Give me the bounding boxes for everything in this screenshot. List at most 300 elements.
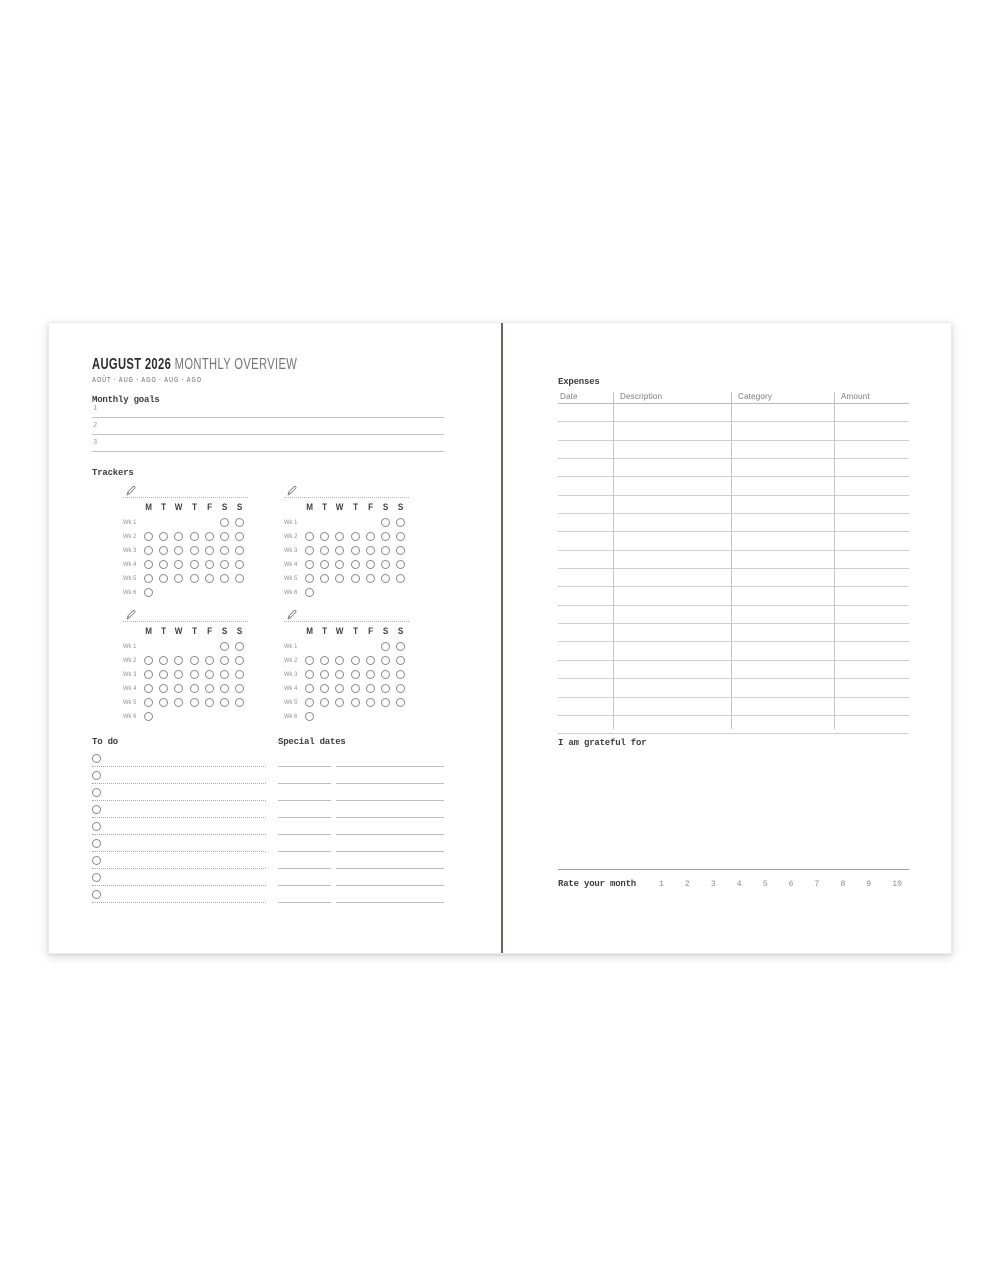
week-number-label: Wk 2	[123, 532, 137, 540]
tracker-day-circle	[144, 560, 153, 569]
tracker-day-cell	[302, 712, 317, 721]
tracker-day-cell	[302, 560, 317, 569]
weekday-label: T	[161, 502, 167, 512]
tracker-day-circle	[335, 698, 344, 707]
tracker-day-cell	[171, 532, 186, 541]
week-number-label: Wk 6	[123, 588, 137, 596]
monthly-goal-row	[92, 435, 444, 452]
tracker-day-circle	[305, 574, 314, 583]
tracker-day-circle	[351, 656, 360, 665]
monthly-goals-list	[92, 401, 444, 452]
week-number-label: Wk 1	[284, 642, 298, 650]
tracker-day-circle	[351, 532, 360, 541]
week-number-label: Wk 2	[284, 532, 298, 540]
todo-row	[92, 750, 266, 767]
todo-row	[92, 801, 266, 818]
tracker-day-cell	[171, 574, 186, 583]
tracker-day-cell	[202, 670, 217, 679]
weekday-label: T	[191, 626, 197, 636]
tracker-day-circle	[220, 518, 229, 527]
weekday-label: M	[306, 502, 313, 512]
tracker-day-cell	[332, 574, 347, 583]
todo-checkbox-circle	[92, 788, 101, 797]
weekday-label: T	[322, 502, 328, 512]
tracker-day-circle	[396, 546, 405, 555]
weekday-header-row	[123, 502, 248, 515]
tracker-day-cell	[302, 670, 317, 679]
tracker-week-row	[284, 543, 409, 557]
tracker-day-cell	[378, 670, 393, 679]
weekday-label: S	[398, 502, 404, 512]
tracker-day-circle	[320, 574, 329, 583]
expenses-column-divider	[613, 392, 614, 729]
tracker-day-cell	[187, 546, 202, 555]
week-number-label: Wk 5	[123, 574, 137, 582]
expenses-row	[558, 477, 909, 495]
tracker-day-circle	[335, 560, 344, 569]
tracker-day-cell	[378, 532, 393, 541]
tracker-day-circle	[396, 532, 405, 541]
tracker-week-row	[284, 709, 409, 723]
special-date-event-line	[336, 835, 444, 852]
expenses-row	[558, 716, 909, 734]
tracker-day-cell	[332, 560, 347, 569]
tracker-day-circle	[366, 656, 375, 665]
tracker-day-circle	[320, 656, 329, 665]
tracker-day-circle	[305, 546, 314, 555]
tracker-day-circle	[235, 532, 244, 541]
tracker-day-circle	[144, 588, 153, 597]
rate-heading: Rate your month	[558, 879, 637, 889]
tracker-day-circle	[205, 546, 214, 555]
tracker-day-circle	[144, 684, 153, 693]
tracker-day-circle	[235, 574, 244, 583]
weekday-label: W	[336, 502, 344, 512]
month-year-title: AUGUST 2026	[92, 356, 172, 373]
rate-number: 2	[684, 880, 690, 889]
tracker-week-row	[284, 557, 409, 571]
todo-row	[92, 886, 266, 903]
tracker-day-circle	[190, 560, 199, 569]
tracker-day-circle	[159, 560, 168, 569]
tracker-day-cell	[393, 684, 408, 693]
tracker-day-circle	[174, 684, 183, 693]
tracker-day-cell	[202, 684, 217, 693]
tracker-day-circle	[351, 698, 360, 707]
tracker-day-cell	[217, 532, 232, 541]
tracker-day-circle	[381, 560, 390, 569]
todo-row	[92, 835, 266, 852]
tracker-day-cell	[232, 670, 247, 679]
tracker-day-cell	[393, 518, 408, 527]
tracker-day-cell	[171, 698, 186, 707]
tracker-day-circle	[366, 684, 375, 693]
expenses-row	[558, 422, 909, 440]
tracker-day-circle	[144, 712, 153, 721]
tracker-day-circle	[220, 642, 229, 651]
tracker-day-cell	[232, 656, 247, 665]
tracker-day-circle	[220, 670, 229, 679]
tracker-day-cell	[317, 532, 332, 541]
tracker-day-cell	[156, 560, 171, 569]
tracker-name-line	[123, 608, 248, 622]
todo-checkbox-circle	[92, 839, 101, 848]
tracker-day-cell	[232, 574, 247, 583]
expenses-row	[558, 642, 909, 660]
tracker-day-cell	[378, 546, 393, 555]
special-date-date-line	[278, 784, 331, 801]
rate-number: 10	[892, 880, 902, 889]
tracker-day-cell	[171, 560, 186, 569]
tracker-day-circle	[205, 656, 214, 665]
tracker-day-circle	[366, 560, 375, 569]
tracker-day-cell	[363, 670, 378, 679]
special-date-event-line	[336, 784, 444, 801]
special-date-row	[278, 750, 444, 767]
tracker-day-cell	[317, 670, 332, 679]
tracker-week-row	[284, 585, 409, 599]
todo-row	[92, 767, 266, 784]
tracker-day-cell	[348, 698, 363, 707]
tracker-day-cell	[302, 574, 317, 583]
special-date-date-line	[278, 750, 331, 767]
weekday-label: F	[206, 626, 212, 636]
tracker-day-cell	[202, 560, 217, 569]
tracker-day-circle	[396, 560, 405, 569]
tracker-week-row	[123, 681, 248, 695]
expenses-row	[558, 551, 909, 569]
tracker-day-circle	[144, 656, 153, 665]
tracker-day-circle	[381, 546, 390, 555]
weekday-label: S	[221, 502, 228, 512]
tracker-day-circle	[351, 684, 360, 693]
tracker-day-cell	[332, 546, 347, 555]
tracker-day-cell	[332, 656, 347, 665]
weekday-header-row	[284, 502, 409, 515]
tracker-week-row	[123, 571, 248, 585]
goal-number: 1	[93, 405, 98, 413]
tracker-day-circle	[159, 670, 168, 679]
todo-checkbox-circle	[92, 754, 101, 763]
expenses-column-header: Description	[620, 392, 663, 401]
tracker-day-circle	[381, 656, 390, 665]
weekday-label: F	[206, 502, 212, 512]
tracker-day-cell	[232, 560, 247, 569]
tracker-day-circle	[174, 546, 183, 555]
tracker-day-cell	[141, 546, 156, 555]
tracker-day-cell	[217, 574, 232, 583]
weekday-label: W	[175, 626, 183, 636]
tracker-week-row	[284, 515, 409, 529]
tracker-week-row	[123, 515, 248, 529]
weekday-label: T	[352, 626, 358, 636]
tracker-day-cell	[378, 698, 393, 707]
week-number-label: Wk 4	[284, 560, 298, 568]
tracker-day-circle	[235, 518, 244, 527]
special-date-event-line	[336, 869, 444, 886]
week-number-label: Wk 5	[284, 698, 298, 706]
tracker-day-circle	[190, 684, 199, 693]
tracker-day-circle	[144, 670, 153, 679]
expenses-table	[558, 392, 909, 729]
tracker-day-cell	[141, 532, 156, 541]
weekday-label: T	[322, 626, 328, 636]
tracker-day-circle	[381, 518, 390, 527]
tracker-day-circle	[381, 684, 390, 693]
week-number-label: Wk 3	[123, 546, 137, 554]
tracker-day-circle	[159, 698, 168, 707]
weekday-header-row	[284, 626, 409, 639]
week-number-label: Wk 4	[123, 684, 137, 692]
tracker-day-cell	[363, 698, 378, 707]
special-date-date-line	[278, 869, 331, 886]
tracker-day-circle	[220, 684, 229, 693]
todo-heading: To do	[92, 737, 119, 747]
tracker-day-cell	[363, 656, 378, 665]
week-number-label: Wk 2	[284, 656, 298, 664]
tracker-day-circle	[174, 656, 183, 665]
tracker-day-circle	[144, 698, 153, 707]
tracker-day-cell	[363, 532, 378, 541]
month-translations-subtitle: AOÛT · AUG · AGO · AUG · AGO	[92, 377, 202, 384]
tracker-day-circle	[159, 574, 168, 583]
rate-number: 9	[866, 880, 872, 889]
special-date-event-line	[336, 818, 444, 835]
tracker-day-circle	[381, 574, 390, 583]
tracker-day-circle	[190, 656, 199, 665]
rate-number: 8	[840, 880, 846, 889]
week-number-label: Wk 1	[123, 642, 137, 650]
tracker-day-circle	[320, 684, 329, 693]
tracker-day-cell	[393, 560, 408, 569]
tracker-day-cell	[187, 574, 202, 583]
tracker-day-circle	[335, 532, 344, 541]
tracker-name-line	[284, 484, 409, 498]
special-date-event-line	[336, 852, 444, 869]
tracker-day-cell	[156, 684, 171, 693]
rate-scale	[659, 880, 902, 889]
expenses-row	[558, 587, 909, 605]
tracker-day-cell	[141, 588, 156, 597]
tracker-week-row	[123, 585, 248, 599]
tracker-day-circle	[205, 532, 214, 541]
special-date-date-line	[278, 835, 331, 852]
tracker-day-circle	[396, 670, 405, 679]
tracker-day-cell	[217, 656, 232, 665]
tracker-day-cell	[141, 712, 156, 721]
tracker-day-cell	[232, 546, 247, 555]
special-date-date-line	[278, 886, 331, 903]
tracker-day-cell	[317, 656, 332, 665]
tracker-day-circle	[335, 656, 344, 665]
monthly-goal-row	[92, 401, 444, 418]
week-number-label: Wk 3	[284, 670, 298, 678]
expenses-column-header: Amount	[841, 392, 870, 401]
tracker-day-circle	[220, 574, 229, 583]
todo-row	[92, 869, 266, 886]
tracker-day-cell	[156, 656, 171, 665]
tracker-day-cell	[393, 698, 408, 707]
tracker-day-circle	[396, 642, 405, 651]
weekday-label: M	[306, 626, 313, 636]
weekday-label: S	[398, 626, 404, 636]
tracker-day-cell	[393, 642, 408, 651]
tracker-day-circle	[220, 532, 229, 541]
special-dates-list	[278, 750, 444, 903]
expenses-heading: Expenses	[558, 377, 600, 387]
weekday-label: W	[175, 502, 183, 512]
tracker-day-circle	[174, 574, 183, 583]
tracker-day-cell	[348, 532, 363, 541]
tracker-day-circle	[335, 684, 344, 693]
tracker-day-circle	[305, 656, 314, 665]
tracker-day-circle	[159, 684, 168, 693]
page-title	[92, 356, 297, 374]
tracker-day-cell	[156, 670, 171, 679]
tracker-day-cell	[202, 656, 217, 665]
todo-checkbox-circle	[92, 890, 101, 899]
tracker-day-circle	[190, 670, 199, 679]
expenses-row	[558, 514, 909, 532]
tracker-week-row	[284, 639, 409, 653]
weekday-label: S	[237, 502, 243, 512]
tracker-day-circle	[351, 546, 360, 555]
week-number-label: Wk 5	[284, 574, 298, 582]
tracker-day-cell	[217, 684, 232, 693]
tracker-day-cell	[363, 546, 378, 555]
tracker-day-circle	[235, 698, 244, 707]
special-date-row	[278, 767, 444, 784]
pencil-icon	[286, 608, 298, 621]
tracker-day-circle	[205, 574, 214, 583]
special-dates-heading: Special dates	[278, 737, 346, 747]
tracker-week-row	[123, 695, 248, 709]
tracker-day-circle	[305, 684, 314, 693]
tracker-week-row	[123, 709, 248, 723]
tracker-day-cell	[232, 518, 247, 527]
tracker-day-circle	[335, 546, 344, 555]
tracker-day-cell	[187, 656, 202, 665]
tracker-day-cell	[187, 532, 202, 541]
tracker-week-row	[123, 653, 248, 667]
tracker-day-circle	[305, 712, 314, 721]
tracker-grid	[284, 608, 409, 723]
tracker-day-circle	[174, 560, 183, 569]
expenses-column-divider	[731, 392, 732, 729]
tracker-day-circle	[159, 656, 168, 665]
tracker-day-circle	[144, 546, 153, 555]
tracker-day-circle	[305, 698, 314, 707]
tracker-day-cell	[317, 574, 332, 583]
weekday-label: T	[352, 502, 358, 512]
special-date-date-line	[278, 818, 331, 835]
tracker-day-cell	[363, 574, 378, 583]
tracker-day-cell	[317, 684, 332, 693]
monthly-goal-row	[92, 418, 444, 435]
expenses-column-header: Category	[738, 392, 773, 401]
tracker-day-cell	[317, 560, 332, 569]
tracker-week-row	[284, 653, 409, 667]
special-date-row	[278, 886, 444, 903]
tracker-day-cell	[332, 532, 347, 541]
tracker-day-cell	[217, 642, 232, 651]
tracker-day-cell	[202, 546, 217, 555]
tracker-day-cell	[378, 642, 393, 651]
special-date-row	[278, 784, 444, 801]
tracker-day-cell	[393, 546, 408, 555]
pencil-icon	[125, 608, 137, 621]
tracker-day-circle	[381, 642, 390, 651]
tracker-day-circle	[396, 698, 405, 707]
tracker-day-cell	[141, 574, 156, 583]
tracker-day-circle	[205, 670, 214, 679]
weekday-label: F	[367, 626, 373, 636]
tracker-day-cell	[378, 684, 393, 693]
special-date-row	[278, 869, 444, 886]
tracker-day-circle	[235, 656, 244, 665]
tracker-day-circle	[220, 698, 229, 707]
tracker-day-circle	[320, 532, 329, 541]
special-date-event-line	[336, 767, 444, 784]
week-number-label: Wk 6	[123, 712, 137, 720]
weekday-label: S	[382, 626, 389, 636]
tracker-day-cell	[378, 518, 393, 527]
tracker-day-circle	[144, 574, 153, 583]
tracker-day-circle	[305, 670, 314, 679]
todo-row	[92, 784, 266, 801]
tracker-day-circle	[320, 670, 329, 679]
grateful-heading: I am grateful for	[558, 738, 647, 748]
expenses-row	[558, 569, 909, 587]
tracker-day-cell	[141, 560, 156, 569]
special-date-row	[278, 852, 444, 869]
tracker-week-row	[123, 667, 248, 681]
tracker-day-cell	[332, 684, 347, 693]
tracker-day-circle	[190, 546, 199, 555]
special-date-event-line	[336, 801, 444, 818]
tracker-day-cell	[187, 670, 202, 679]
todo-checkbox-circle	[92, 805, 101, 814]
tracker-day-circle	[174, 670, 183, 679]
expenses-row	[558, 532, 909, 550]
weekday-label: S	[221, 626, 228, 636]
tracker-day-cell	[348, 656, 363, 665]
tracker-day-cell	[156, 546, 171, 555]
tracker-day-cell	[141, 656, 156, 665]
tracker-day-cell	[332, 670, 347, 679]
tracker-day-cell	[302, 656, 317, 665]
tracker-day-cell	[171, 546, 186, 555]
tracker-day-circle	[220, 546, 229, 555]
tracker-day-cell	[141, 684, 156, 693]
expenses-row	[558, 606, 909, 624]
week-number-label: Wk 2	[123, 656, 137, 664]
tracker-day-cell	[348, 546, 363, 555]
monthly-goals-heading: Monthly goals	[92, 395, 160, 405]
tracker-day-circle	[220, 560, 229, 569]
tracker-day-cell	[202, 532, 217, 541]
todo-row	[92, 852, 266, 869]
tracker-day-cell	[348, 670, 363, 679]
tracker-day-cell	[156, 574, 171, 583]
tracker-day-circle	[174, 532, 183, 541]
tracker-day-circle	[320, 560, 329, 569]
week-number-label: Wk 4	[284, 684, 298, 692]
todo-checkbox-circle	[92, 822, 101, 831]
tracker-day-circle	[235, 560, 244, 569]
tracker-day-cell	[217, 560, 232, 569]
tracker-day-circle	[144, 532, 153, 541]
